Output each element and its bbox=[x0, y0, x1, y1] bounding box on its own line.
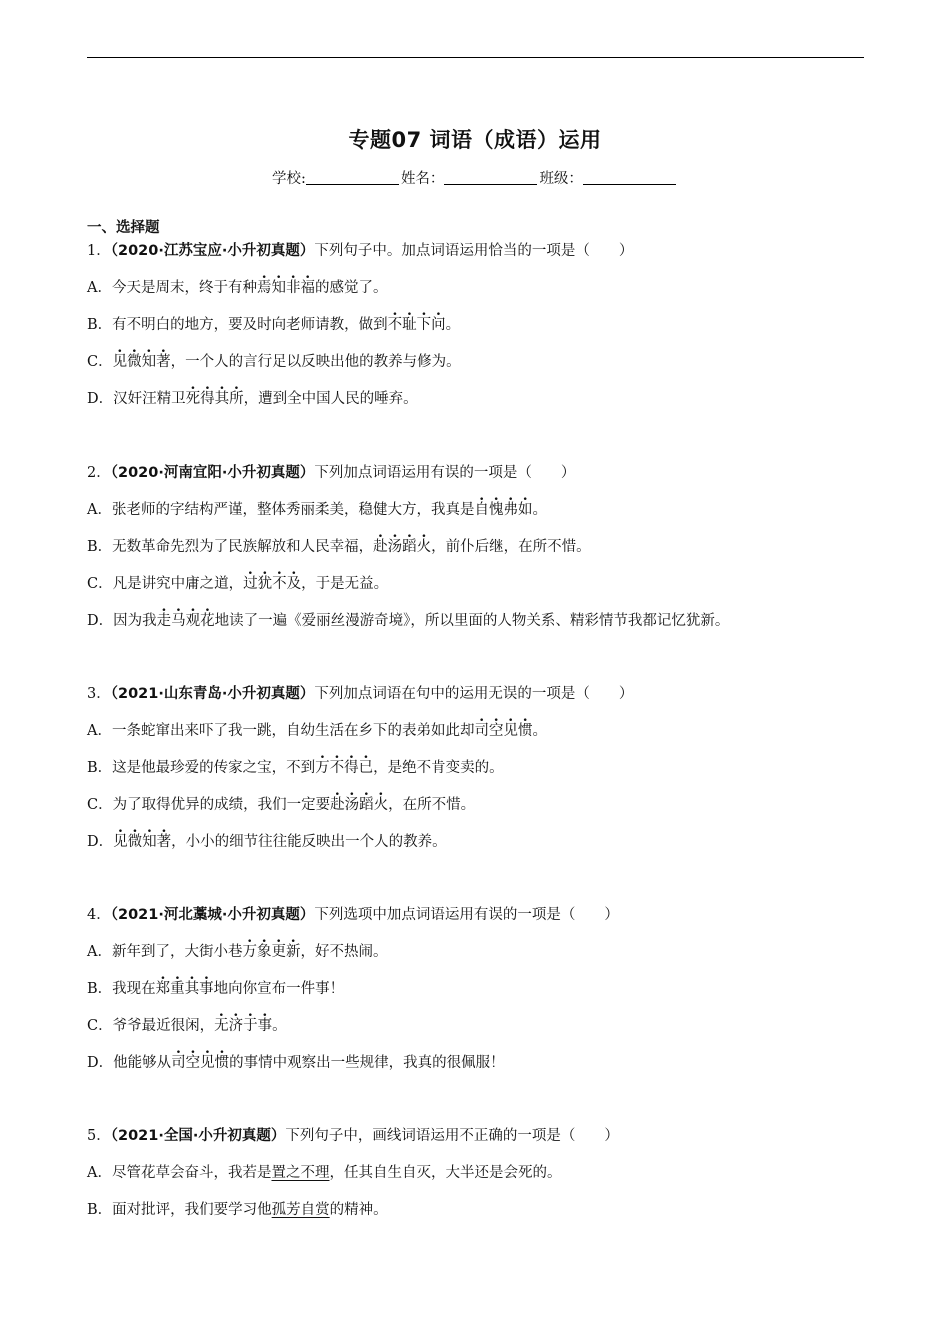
dotted-char: 司 bbox=[171, 1055, 186, 1071]
dotted-char: 万 bbox=[242, 944, 257, 960]
option-text-before: 一条蛇窜出来吓了我一跳，自幼生活在乡下的表弟如此却 bbox=[111, 723, 475, 739]
dotted-char: 弗 bbox=[503, 502, 518, 518]
dotted-char: 知 bbox=[142, 834, 157, 850]
header-rule bbox=[87, 57, 864, 58]
option-key-phrase bbox=[157, 613, 215, 629]
option-text-after: ，前仆后继，在所不惜。 bbox=[431, 539, 591, 555]
dotted-char: 无 bbox=[214, 1018, 229, 1034]
question-text: 下列句子中。加点词语运用恰当的一项是（ ） bbox=[314, 243, 634, 259]
dotted-char: 于 bbox=[243, 1018, 258, 1034]
dotted-char: 观 bbox=[185, 613, 201, 629]
option-line[interactable] bbox=[87, 278, 387, 298]
dotted-char: 非 bbox=[285, 280, 301, 296]
option-key-phrase bbox=[315, 760, 373, 776]
dotted-char: 焉 bbox=[256, 280, 272, 296]
option-line[interactable] bbox=[87, 611, 729, 631]
name-label: 姓名： bbox=[400, 171, 445, 187]
option-line[interactable] bbox=[87, 942, 387, 962]
option-text-before: 面对批评，我们要学习他 bbox=[112, 1202, 272, 1218]
dotted-char: 更 bbox=[271, 944, 286, 960]
option-line[interactable] bbox=[87, 1053, 505, 1073]
option-letter: A． bbox=[87, 280, 112, 296]
dotted-char: 走 bbox=[156, 613, 172, 629]
question-number: 4． bbox=[87, 907, 111, 923]
dotted-char: 知 bbox=[141, 354, 157, 370]
question-text: 下列选项中加点词语运用有误的一项是（ ） bbox=[314, 907, 619, 923]
dotted-char: 重 bbox=[170, 981, 185, 997]
option-letter: D． bbox=[87, 834, 114, 850]
option-key-phrase bbox=[186, 391, 244, 407]
dotted-char: 见 bbox=[112, 354, 128, 370]
option-letter: D． bbox=[87, 391, 114, 407]
option-letter: C． bbox=[87, 576, 113, 592]
option-text-before: 爷爷最近很闲， bbox=[112, 1018, 215, 1034]
dotted-char: 空 bbox=[185, 1055, 201, 1071]
dotted-char: 象 bbox=[256, 944, 272, 960]
question-number: 5． bbox=[87, 1128, 111, 1144]
dotted-char: 过 bbox=[243, 576, 258, 592]
option-line[interactable] bbox=[87, 1016, 287, 1036]
dotted-char: 微 bbox=[127, 834, 143, 850]
dotted-char: 微 bbox=[127, 354, 142, 370]
dotted-char: 犹 bbox=[257, 576, 273, 592]
dotted-char: 赴 bbox=[330, 797, 345, 813]
option-text-after: ，遭到全中国人民的唾弃。 bbox=[243, 391, 418, 407]
option-text-before: 今天是周末，终于有种 bbox=[111, 280, 257, 296]
option-key-phrase bbox=[156, 981, 214, 997]
dotted-char: 福 bbox=[300, 280, 315, 296]
option-line[interactable] bbox=[87, 1163, 561, 1183]
question-number: 2． bbox=[87, 465, 111, 481]
question-source: （2021·山东青岛·小升初真题） bbox=[110, 686, 315, 702]
question-stem bbox=[87, 463, 575, 483]
dotted-char: 愧 bbox=[488, 502, 504, 518]
dotted-char: 惯 bbox=[517, 723, 533, 739]
dotted-char: 见 bbox=[503, 723, 518, 739]
dotted-char: 问 bbox=[431, 317, 446, 333]
option-text-after: ，是绝不肯变卖的。 bbox=[373, 760, 504, 776]
option-line[interactable] bbox=[87, 389, 418, 409]
option-text-before: 他能够从 bbox=[113, 1055, 172, 1071]
option-text-after: 的精神。 bbox=[329, 1202, 388, 1218]
dotted-char: 汤 bbox=[344, 797, 360, 813]
dotted-char: 赴 bbox=[373, 539, 388, 555]
option-key-phrase: 置之不理 bbox=[271, 1165, 330, 1181]
class-label: 班级： bbox=[539, 171, 583, 187]
option-letter: A． bbox=[87, 1165, 112, 1181]
dotted-char: 事 bbox=[257, 1018, 273, 1034]
option-key-phrase: 孤芳自赏 bbox=[271, 1202, 330, 1218]
option-letter: C． bbox=[87, 354, 113, 370]
option-text-after: 地读了一遍《爱丽丝漫游奇境》，所以里面的人物关系、精彩情节我都记忆犹新。 bbox=[214, 613, 730, 629]
option-text-after: 。 bbox=[272, 1018, 287, 1034]
dotted-char: 万 bbox=[315, 760, 330, 776]
option-text-before: 这是他最珍爱的传家之宝，不到 bbox=[112, 760, 316, 776]
dotted-char: 新 bbox=[285, 944, 301, 960]
dotted-char: 见 bbox=[200, 1055, 215, 1071]
option-key-phrase bbox=[171, 1055, 229, 1071]
option-letter: B． bbox=[87, 760, 113, 776]
question-stem bbox=[87, 684, 633, 704]
option-text-before: 凡是讲究中庸之道， bbox=[112, 576, 244, 592]
option-key-phrase bbox=[330, 797, 388, 813]
dotted-char: 火 bbox=[416, 539, 432, 555]
option-text-before: 无数革命先烈为了民族解放和人民幸福， bbox=[112, 539, 374, 555]
option-line[interactable] bbox=[87, 758, 504, 778]
dotted-char: 空 bbox=[488, 723, 504, 739]
option-key-phrase bbox=[474, 723, 532, 739]
question-stem bbox=[87, 905, 619, 925]
question-source: （2021·全国·小升初真题） bbox=[110, 1128, 286, 1144]
option-line[interactable] bbox=[87, 315, 460, 335]
option-letter: B． bbox=[87, 539, 113, 555]
option-line[interactable] bbox=[87, 537, 591, 557]
option-letter: C． bbox=[87, 797, 113, 813]
dotted-char: 花 bbox=[200, 613, 215, 629]
option-text-after: ，小小的细节往往能反映出一个人的教养。 bbox=[171, 834, 447, 850]
option-letter: B． bbox=[87, 1202, 113, 1218]
question-text: 下列句子中，画线词语运用不正确的一项是（ ） bbox=[285, 1128, 619, 1144]
option-line[interactable] bbox=[87, 832, 447, 852]
option-letter: C． bbox=[87, 1018, 113, 1034]
option-letter: A． bbox=[87, 723, 112, 739]
dotted-char: 见 bbox=[113, 834, 128, 850]
option-letter: B． bbox=[87, 981, 113, 997]
dotted-char: 司 bbox=[474, 723, 489, 739]
question-source: （2020·河南宜阳·小升初真题） bbox=[110, 465, 315, 481]
question-number: 1． bbox=[87, 243, 111, 259]
option-text-after: ，于是无益。 bbox=[301, 576, 389, 592]
dotted-char: 下 bbox=[416, 317, 432, 333]
dotted-char: 不 bbox=[272, 576, 287, 592]
dotted-char: 其 bbox=[214, 391, 230, 407]
option-text-after: ，一个人的言行足以反映出他的教养与修为。 bbox=[170, 354, 461, 370]
option-letter: B． bbox=[87, 317, 113, 333]
dotted-char: 惯 bbox=[214, 1055, 230, 1071]
dotted-char: 耻 bbox=[402, 317, 417, 333]
dotted-char: 其 bbox=[184, 981, 200, 997]
name-blank[interactable] bbox=[444, 170, 537, 185]
dotted-char: 及 bbox=[286, 576, 302, 592]
option-key-phrase bbox=[243, 576, 301, 592]
option-text-after: ，任其自生自灭，大半还是会死的。 bbox=[329, 1165, 562, 1181]
dotted-char: 郑 bbox=[155, 981, 171, 997]
school-label: 学校: bbox=[272, 171, 306, 187]
option-letter: A． bbox=[87, 502, 112, 518]
school-blank[interactable] bbox=[306, 170, 399, 185]
option-text-after: 。 bbox=[532, 723, 547, 739]
option-text-after: 地向你宣布一件事！ bbox=[213, 981, 345, 997]
option-text-before: 有不明白的地方，要及时向老师请教，做到 bbox=[112, 317, 388, 333]
option-key-phrase bbox=[242, 944, 300, 960]
option-letter: D． bbox=[87, 613, 114, 629]
dotted-char: 已 bbox=[358, 760, 374, 776]
dotted-char: 蹈 bbox=[402, 539, 417, 555]
question-text: 下列加点词语运用有误的一项是（ ） bbox=[314, 465, 576, 481]
option-line[interactable] bbox=[87, 500, 547, 520]
option-key-phrase bbox=[113, 834, 171, 850]
question-source: （2020·江苏宝应·小升初真题） bbox=[110, 243, 315, 259]
dotted-char: 汤 bbox=[387, 539, 403, 555]
option-text-before: 汉奸汪精卫 bbox=[113, 391, 186, 407]
question-number: 3． bbox=[87, 686, 111, 702]
option-line[interactable] bbox=[87, 1200, 388, 1220]
option-key-phrase bbox=[388, 317, 446, 333]
option-line[interactable] bbox=[87, 574, 388, 594]
dotted-char: 不 bbox=[387, 317, 403, 333]
dotted-char: 蹈 bbox=[359, 797, 374, 813]
dotted-char: 得 bbox=[200, 391, 215, 407]
dotted-char: 马 bbox=[171, 613, 186, 629]
dotted-char: 所 bbox=[229, 391, 244, 407]
question-text: 下列加点词语在句中的运用无误的一项是（ ） bbox=[314, 686, 634, 702]
question-stem bbox=[87, 1126, 619, 1146]
class-blank[interactable] bbox=[583, 170, 676, 185]
dotted-char: 著 bbox=[156, 834, 172, 850]
dotted-char: 得 bbox=[344, 760, 359, 776]
option-line[interactable] bbox=[87, 721, 547, 741]
option-text-before: 张老师的字结构严谨，整体秀丽柔美，稳健大方，我真是 bbox=[111, 502, 475, 518]
option-line[interactable] bbox=[87, 795, 475, 815]
option-key-phrase bbox=[257, 280, 315, 296]
option-text-after: 的事情中观察出一些规律，我真的很佩服！ bbox=[229, 1055, 505, 1071]
dotted-char: 著 bbox=[156, 354, 171, 370]
dotted-char: 火 bbox=[373, 797, 389, 813]
option-key-phrase bbox=[474, 502, 532, 518]
option-text-after: 。 bbox=[532, 502, 547, 518]
dotted-char: 不 bbox=[329, 760, 345, 776]
option-text-before: 新年到了，大街小巷 bbox=[111, 944, 243, 960]
question-source: （2021·河北藁城·小升初真题） bbox=[110, 907, 315, 923]
section-heading: 一、选择题 bbox=[87, 220, 160, 236]
option-text-before: 因为我 bbox=[113, 613, 157, 629]
dotted-char: 事 bbox=[199, 981, 214, 997]
option-text-after: ，好不热闹。 bbox=[300, 944, 388, 960]
page-title: 专题07 词语（成语）运用 bbox=[348, 128, 602, 152]
option-key-phrase bbox=[113, 354, 171, 370]
dotted-char: 如 bbox=[517, 502, 533, 518]
question-stem bbox=[87, 241, 633, 261]
option-key-phrase bbox=[373, 539, 431, 555]
option-text-before: 尽管花草会奋斗，我若是 bbox=[111, 1165, 272, 1181]
option-text-after: 。 bbox=[445, 317, 461, 333]
option-line[interactable] bbox=[87, 352, 461, 372]
option-text-before: 为了取得优异的成绩，我们一定要 bbox=[112, 797, 331, 813]
dotted-char: 自 bbox=[474, 502, 489, 518]
dotted-char: 济 bbox=[228, 1018, 244, 1034]
student-info-line bbox=[0, 167, 950, 188]
option-letter: A． bbox=[87, 944, 112, 960]
option-key-phrase bbox=[214, 1018, 272, 1034]
option-line[interactable] bbox=[87, 979, 344, 999]
option-letter: D． bbox=[87, 1055, 114, 1071]
option-text-before: 我现在 bbox=[112, 981, 156, 997]
dotted-char: 知 bbox=[271, 280, 286, 296]
option-text-after: 的感觉了。 bbox=[314, 280, 388, 296]
option-text-after: ，在所不惜。 bbox=[388, 797, 476, 813]
dotted-char: 死 bbox=[185, 391, 201, 407]
